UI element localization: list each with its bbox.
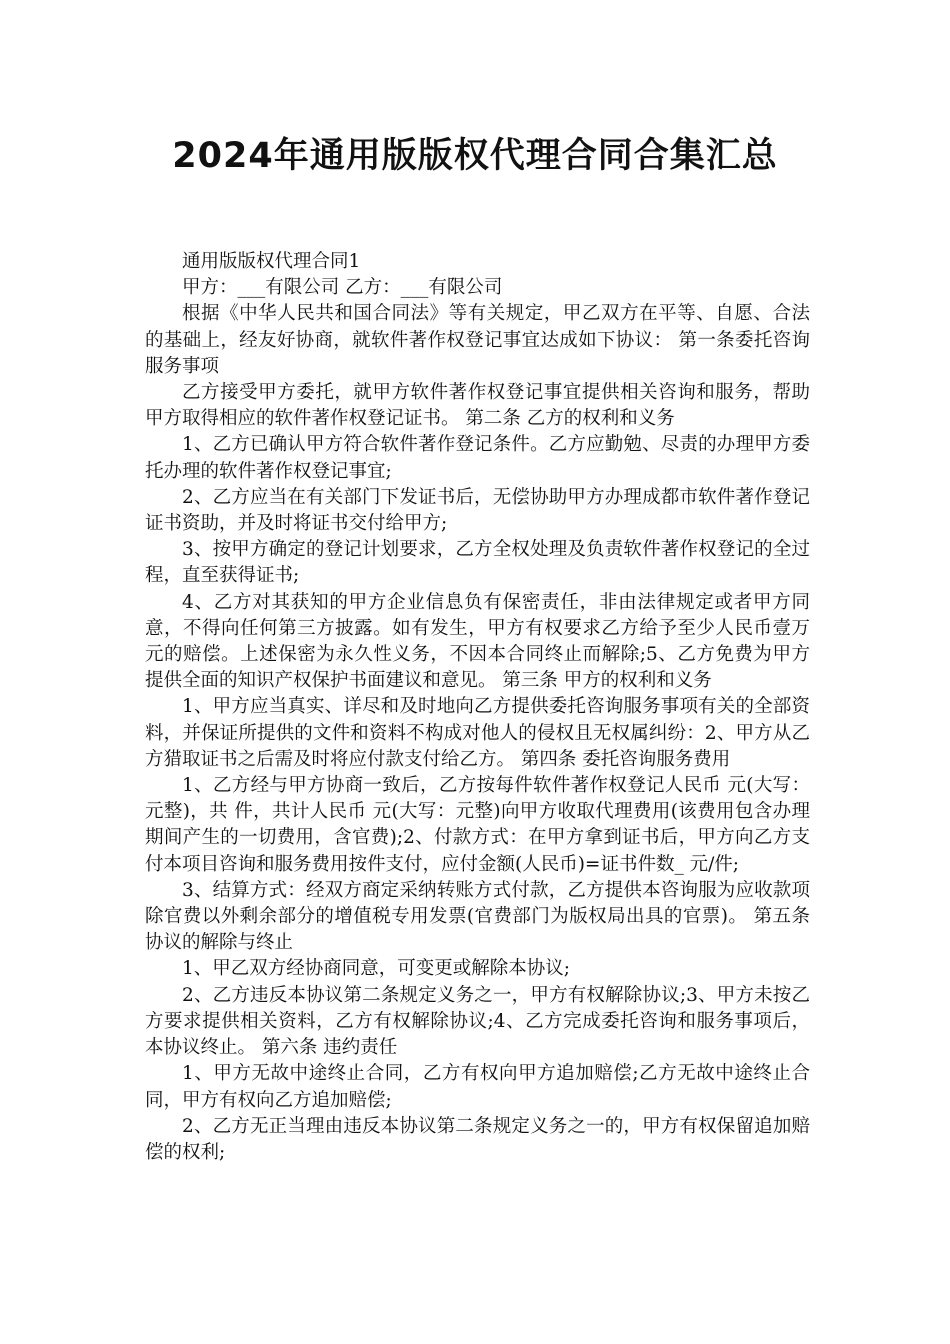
clause-paragraph: 1、乙方经与甲方协商一致后，乙方按每件软件著作权登记人民币 元(大写： 元整)，共 件，共计人民币 元(大写：元整)向甲方收取代理费用(该费用包含办理期间产生的一切费用，含官费);2、付款方式：在甲方拿到证书后，甲方向乙方支付本项目咨询和服务费用按件支付，应付金额(人民币)=证书件数_ 元/件; <box>145 775 810 875</box>
clause-paragraph: 2、乙方应当在有关部门下发证书后，无偿协助甲方办理成都市软件著作登记证书资助，并及时将证书交付给甲方; <box>145 486 810 535</box>
clause-paragraph: 1、甲乙双方经协商同意，可变更或解除本协议; <box>182 958 571 980</box>
parties-line: 甲方：___有限公司 乙方：___有限公司 <box>182 277 503 299</box>
clause-paragraph: 1、甲方应当真实、详尽和及时地向乙方提供委托咨询服务事项有关的全部资料，并保证所提供的文件和资料不构成对他人的侵权且无权属纠纷：2、甲方从乙方猎取证书之后需及时将应付款支付给乙方。 第四条 委托咨询服务费用 <box>145 696 810 770</box>
document-body <box>145 249 810 1166</box>
clause-paragraph: 4、乙方对其获知的甲方企业信息负有保密责任，非由法律规定或者甲方同意，不得向任何第三方披露。如有发生，甲方有权要求乙方给予至少人民币壹万元的赔偿。上述保密为永久性义务，不因本合同终止而解除;5、乙方免费为甲方提供全面的知识产权保护书面建议和意见。 第三条 甲方的权利和义务 <box>145 591 810 692</box>
clause-paragraph: 1、乙方已确认甲方符合软件著作登记条件。乙方应勤勉、尽责的办理甲方委托办理的软件著作权登记事宜; <box>145 434 810 482</box>
clause-paragraph: 2、乙方违反本协议第二条规定义务之一，甲方有权解除协议;3、甲方未按乙方要求提供相关资料，乙方有权解除协议;4、乙方完成委托咨询和服务事项后，本协议终止。 第六条 违约责任 <box>145 984 810 1059</box>
contract-heading: 通用版版权代理合同1 <box>182 251 361 272</box>
preamble-paragraph: 根据《中华人民共和国合同法》等有关规定，甲乙双方在平等、自愿、合法的基础上，经友好协商，就软件著作权登记事宜达成如下协议： 第一条委托咨询服务事项 <box>145 303 810 377</box>
clause-paragraph: 3、按甲方确定的登记计划要求，乙方全权处理及负责软件著作权登记的全过程，直至获得证书; <box>145 539 810 587</box>
clause-paragraph: 乙方接受甲方委托，就甲方软件著作权登记事宜提供相关咨询和服务，帮助甲方取得相应的软件著作权登记证书。 第二条 乙方的权利和义务 <box>145 382 810 430</box>
clause-paragraph: 2、乙方无正当理由违反本协议第二条规定义务之一的，甲方有权保留追加赔偿的权利; <box>145 1115 810 1163</box>
clause-paragraph: 3、结算方式：经双方商定采纳转账方式付款，乙方提供本咨询服为应收款项除官费以外剩余部分的增值税专用发票(官费部门为版权局出具的官票)。 第五条协议的解除与终止 <box>145 879 810 954</box>
clause-paragraph: 1、甲方无故中途终止合同，乙方有权向甲方追加赔偿;乙方无故中途终止合同，甲方有权向乙方追加赔偿; <box>145 1063 810 1111</box>
document-title: 2024年通用版版权代理合同合集汇总 <box>172 136 778 176</box>
